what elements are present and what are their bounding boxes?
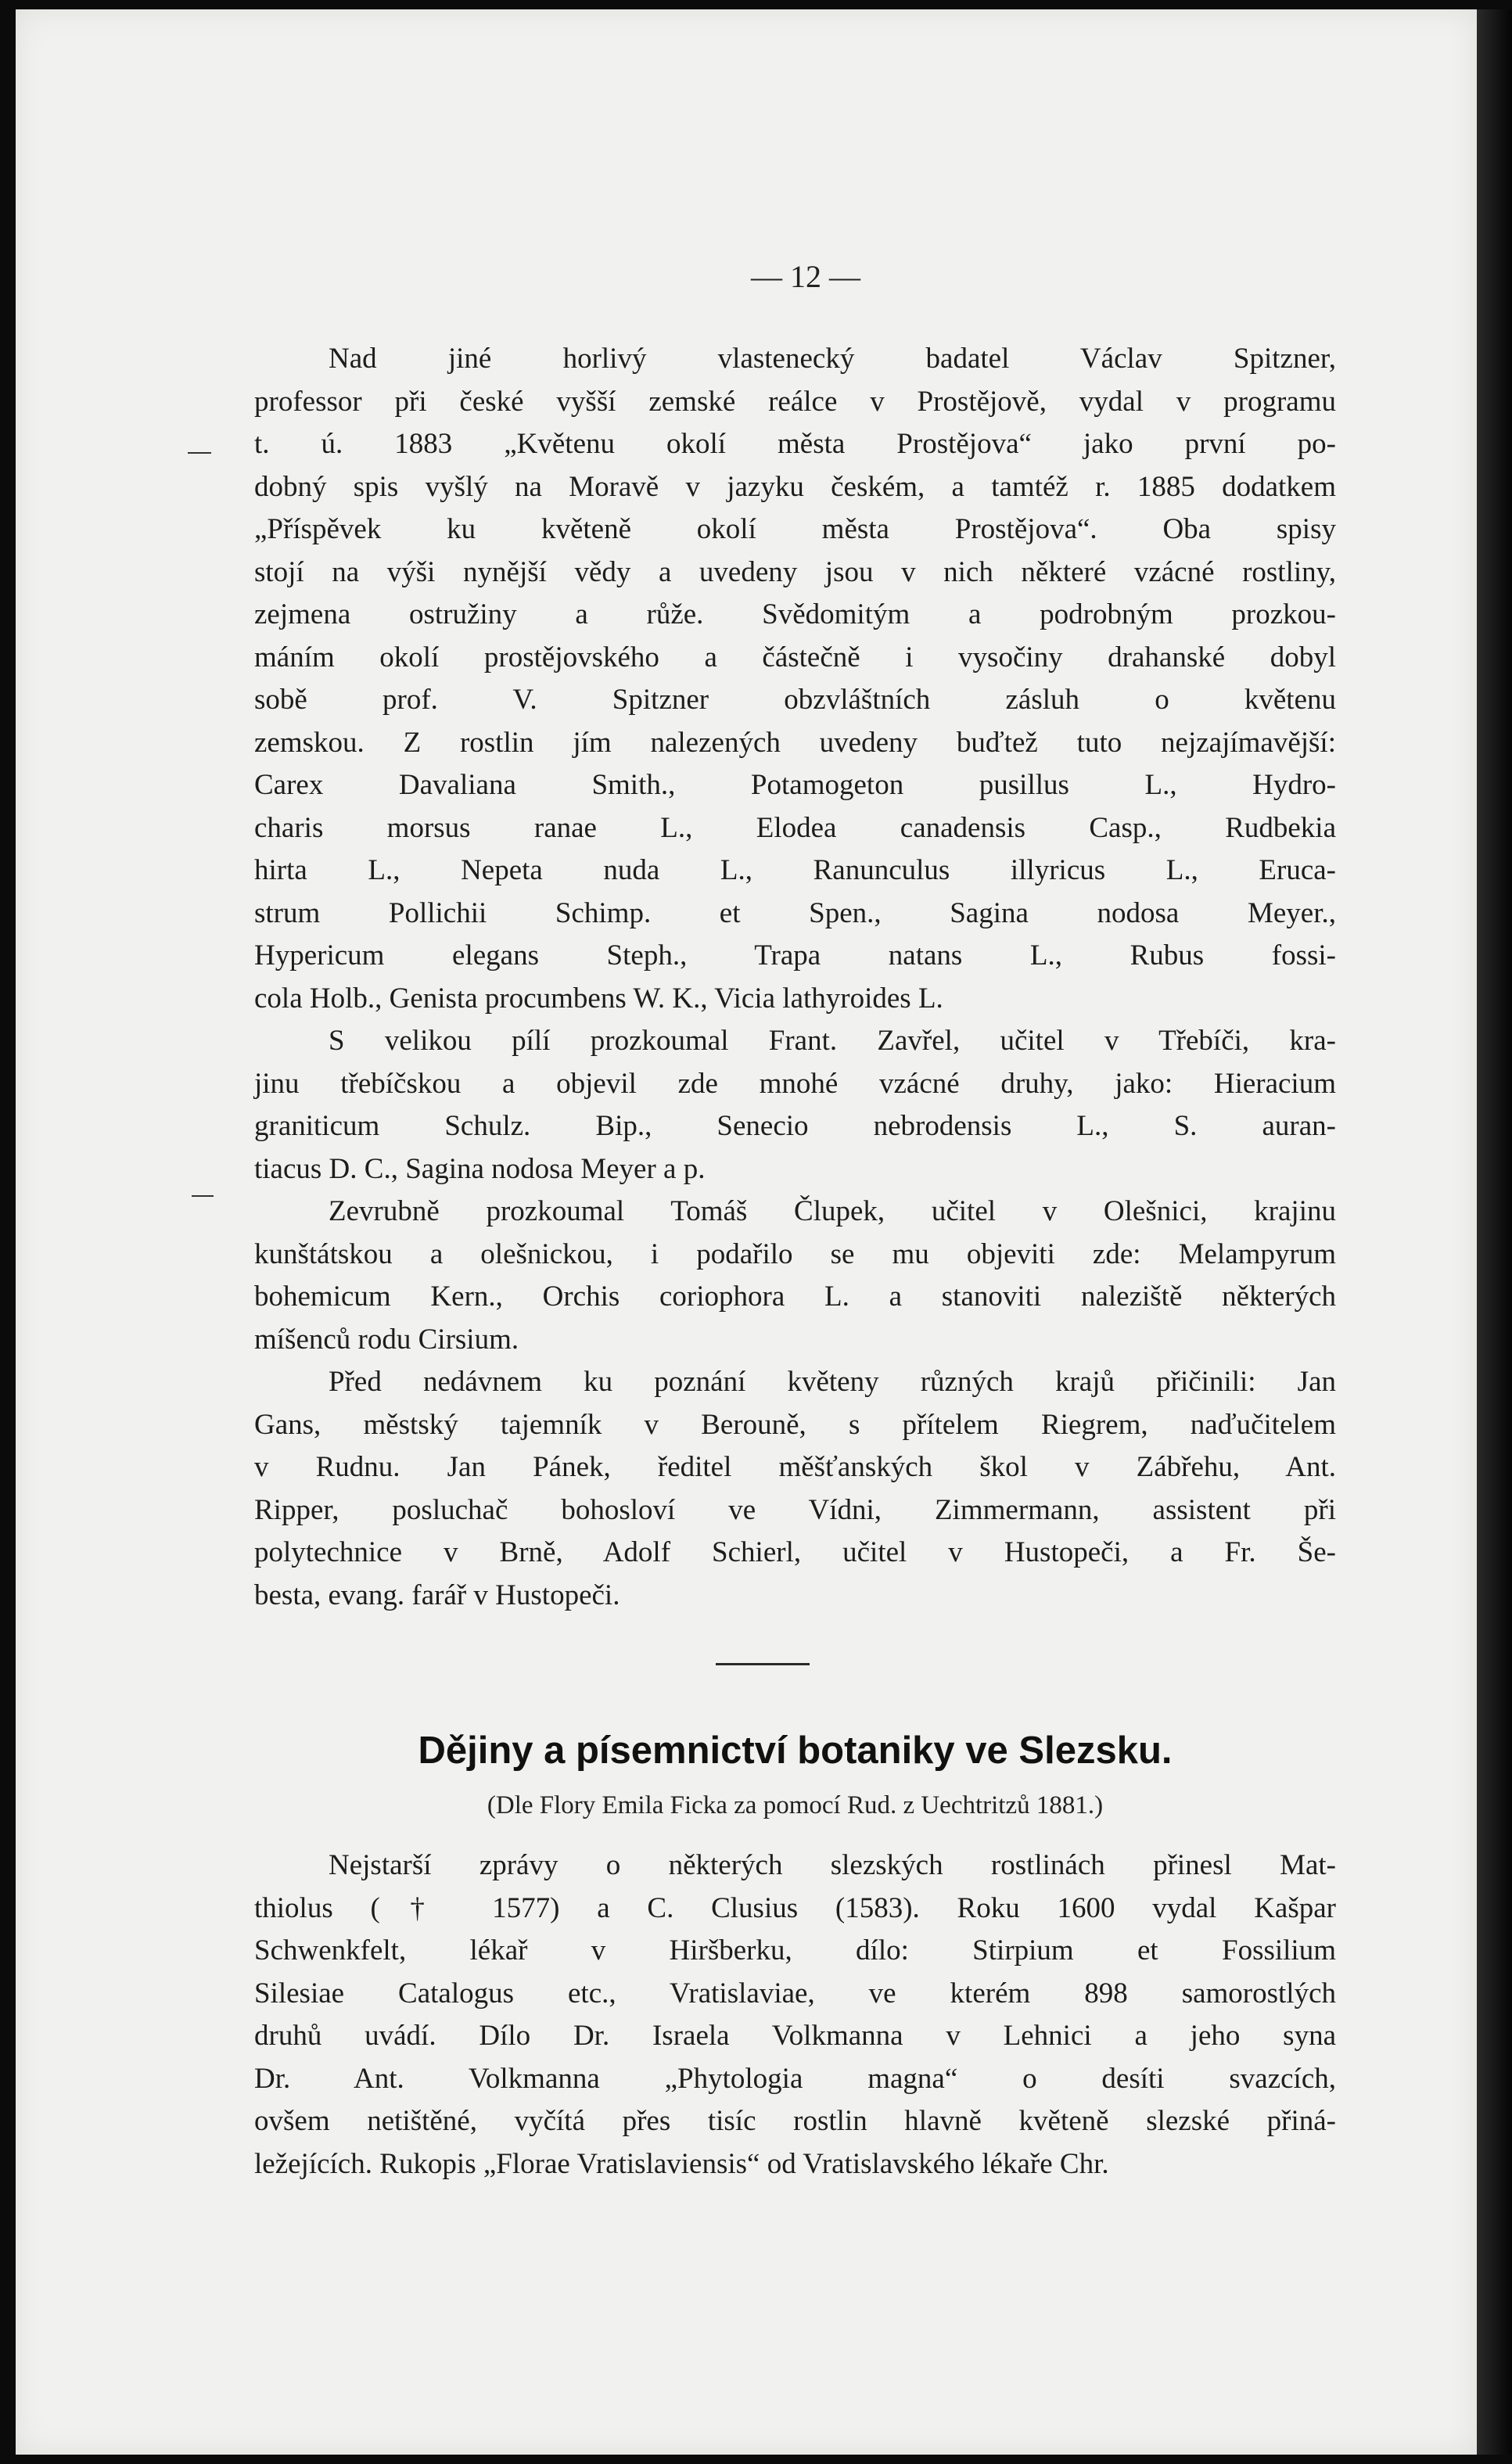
paragraph bbox=[254, 1020, 1336, 1191]
text-line: Před nedávnem ku poznání květeny různých krajů přičinili: Jan bbox=[329, 1366, 1336, 1398]
text-line: besta, evang. farář v Hustopeči. bbox=[254, 1579, 620, 1611]
text-line: máním okolí prostějovského a částečně i vysočiny drahanské dobyl bbox=[254, 641, 1336, 673]
text-line: zejmena ostružiny a růže. Svědomitým a podrobným prozkou- bbox=[254, 598, 1336, 630]
text-line: ovšem netištěné, vyčítá přes tisíc rostlin hlavně květeně slezské přiná- bbox=[254, 2105, 1336, 2137]
text-line: sobě prof. V. Spitzner obzvláštních zásluh o květenu bbox=[254, 684, 1336, 716]
text-line: Carex Davaliana Smith., Potamogeton pusillus L., Hydro- bbox=[254, 769, 1336, 801]
text-line: charis morsus ranae L., Elodea canadensis Casp., Rudbekia bbox=[254, 811, 1336, 844]
text-line: tiacus D. C., Sagina nodosa Meyer a p. bbox=[254, 1152, 706, 1185]
text-line: stojí na výši nynější vědy a uvedeny jsou v nich některé vzácné rostliny, bbox=[254, 555, 1336, 588]
text-line: bohemicum Kern., Orchis coriophora L. a stanoviti naleziště některých bbox=[254, 1280, 1336, 1313]
text-line: professor při české vyšší zemské reálce v Prostějově, vydal v programu bbox=[254, 385, 1336, 418]
margin-mark bbox=[188, 452, 211, 454]
text-line: Schwenkfelt, lékař v Hiršberku, dílo: Stirpium et Fossilium bbox=[254, 1934, 1336, 1967]
section-subheading: (Dle Flory Emila Ficka za pomocí Rud. z Uechtritzů 1881.) bbox=[487, 1791, 1104, 1819]
text-line: dobný spis vyšlý na Moravě v jazyku českém, a tamtéž r. 1885 dodatkem bbox=[254, 470, 1336, 503]
text-line: druhů uvádí. Dílo Dr. Israela Volkmanna v Lehnici a jeho syna bbox=[254, 2020, 1336, 2052]
text-line: cola Holb., Genista procumbens W. K., Vicia lathyroides L. bbox=[254, 982, 943, 1015]
text-line: „Příspěvek ku květeně okolí města Prostějova“. Oba spisy bbox=[254, 513, 1336, 545]
text-line: thiolus († 1577) a C. Clusius (1583). Roku 1600 vydal Kašpar bbox=[254, 1891, 1336, 1924]
text-line: Ripper, posluchač bohosloví ve Vídni, Zimmermann, assistent při bbox=[254, 1493, 1336, 1526]
paragraph bbox=[254, 1844, 1336, 2186]
text-line: Zevrubně prozkoumal Tomáš Člupek, učitel v Olešnici, krajinu bbox=[329, 1195, 1336, 1227]
section-divider bbox=[716, 1663, 810, 1665]
margin-mark bbox=[192, 1195, 214, 1197]
text-line: strum Pollichii Schimp. et Spen., Sagina nodosa Meyer., bbox=[254, 896, 1336, 929]
text-line: S velikou pílí prozkoumal Frant. Zavřel, učitel v Třebíči, kra- bbox=[329, 1025, 1336, 1057]
text-line: Nejstarší zprávy o některých slezských rostlinách přinesl Mat- bbox=[329, 1849, 1336, 1881]
text-line: Silesiae Catalogus etc., Vratislaviae, ve kterém 898 samorostlých bbox=[254, 1977, 1336, 2010]
page-number: — 12 — bbox=[751, 259, 860, 294]
text-line: hirta L., Nepeta nuda L., Ranunculus illyricus L., Eruca- bbox=[254, 854, 1336, 886]
paragraph bbox=[254, 1191, 1336, 1361]
text-line: Gans, městský tajemník v Berouně, s přítelem Riegrem, naďučitelem bbox=[254, 1408, 1336, 1441]
text-line: zemskou. Z rostlin jím nalezených uvedeny buďtež tuto nejzajímavější: bbox=[254, 726, 1336, 759]
text-line: ležejících. Rukopis „Florae Vratislaviensis“ od Vratislavského lékaře Chr. bbox=[254, 2147, 1109, 2180]
page-edge-shadow bbox=[1477, 9, 1512, 2455]
text-line: jinu třebíčskou a objevil zde mnohé vzácné druhy, jako: Hieracium bbox=[254, 1067, 1336, 1100]
text-line: kunštátskou a olešnickou, i podařilo se mu objeviti zde: Melampyrum bbox=[254, 1237, 1336, 1270]
text-line: Dr. Ant. Volkmanna „Phytologia magna“ o desíti svazcích, bbox=[254, 2062, 1336, 2095]
text-line: míšenců rodu Cirsium. bbox=[254, 1323, 519, 1356]
text-line: Hypericum elegans Steph., Trapa natans L., Rubus fossi- bbox=[254, 939, 1336, 972]
text-line: t. ú. 1883 „Květenu okolí města Prostějova“ jako první po- bbox=[254, 428, 1336, 460]
text-column bbox=[254, 338, 1336, 1617]
text-line: polytechnice v Brně, Adolf Schierl, učitel v Hustopeči, a Fr. Še- bbox=[254, 1536, 1336, 1568]
text-line: graniticum Schulz. Bip., Senecio nebrodensis L., S. auran- bbox=[254, 1110, 1336, 1142]
text-line: v Rudnu. Jan Pánek, ředitel měšťanských škol v Zábřehu, Ant. bbox=[254, 1451, 1336, 1483]
paragraph bbox=[254, 1361, 1336, 1617]
paragraph bbox=[254, 338, 1336, 1020]
section-text-column bbox=[254, 1844, 1336, 2186]
section-heading: Dějiny a písemnictví botaniky ve Slezsku. bbox=[418, 1729, 1173, 1772]
text-line: Nad jiné horlivý vlastenecký badatel Václav Spitzner, bbox=[329, 343, 1336, 375]
